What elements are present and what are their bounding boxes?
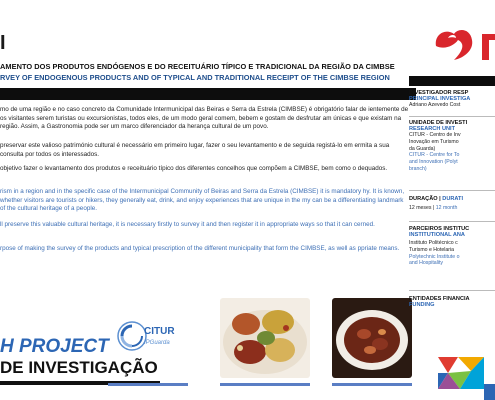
sidebar-duration: DURAÇÃO | DURATI 12 meses | 12 month [409, 196, 463, 211]
food-photo-platter [220, 298, 310, 378]
image-underline-3 [332, 383, 412, 386]
sidebar-partners [409, 226, 495, 267]
unit-en-line-1: CITUR - Centre for To [409, 152, 460, 159]
paragraph-en-1: rism in a region and in the specific case of the Intermunicipal Community of Beiras and Serra da Estrela (CIMBSE) it is mandatory hy. It is known, whether visitors are tourists or hikers, they generally eat, drink, and enjoy experiences that are unique in the my can be a differentiating landmark of the cultural heritage of a people. [0, 188, 405, 213]
partners-heading-en: INSTITUTIONAL ANA [409, 232, 465, 238]
funding-heading-pt: ENTIDADES FINANCIA [409, 296, 470, 302]
unit-pt-line-2: Inovação em Turismo [409, 138, 459, 145]
citur-logo-sub: IPGuarda [144, 340, 170, 346]
project-label-pt: DE INVESTIGAÇÃO [0, 358, 158, 377]
title-rule [0, 88, 416, 100]
duration-heading-pt: DURAÇÃO [409, 196, 438, 202]
title-portuguese: AMENTO DOS PRODUTOS ENDÓGENOS E DO RECEITUÁRIO TÍPICO E TRADICIONAL DA REGIÃO DA CIMBSE [0, 62, 395, 71]
funding-heading-en: FUNDING [409, 302, 435, 308]
duration-heading-en: DURATI [442, 196, 463, 202]
project-label-en: H PROJECT [0, 336, 109, 357]
sidebar-funding [409, 296, 495, 308]
citur-logo-name: CITUR [144, 326, 175, 337]
duration-value-pt: 12 meses [409, 205, 432, 211]
sidebar-divider [409, 221, 495, 222]
partner-en-line-2: and Hospitality [409, 260, 444, 267]
unit-en-line-3: branch) [409, 165, 427, 172]
partner-pt-line-2: Turismo e Hotelaria [409, 246, 455, 253]
partner-en-line-1: Polytechnic Institute o [409, 253, 460, 260]
image-underline-2 [220, 383, 310, 386]
unit-en-line-2: and Innovation (Polyt [409, 159, 458, 166]
paragraph-en-2: ll preserve this valuable cultural heritage, it is necessary firstly to survey it and then register it in appropriate ways so that it can cerned. [0, 221, 375, 228]
food-photo-stew [332, 298, 412, 378]
citur-logo [108, 306, 188, 386]
sidebar-top-bar [409, 76, 495, 86]
partners-heading-pt: PARCEIROS INSTITUC [409, 226, 470, 232]
investigator-heading-en: PRINCIPAL INVESTIGA [409, 96, 471, 102]
paragraph-pt-3: objetivo fazer o levantamento dos produtos e receituário típico dos diferentes concelhos que compõem a CIMBSE, bem como o dequados. [0, 165, 388, 172]
image-underline-1 [108, 383, 188, 386]
investigator-heading-pt: INVESTIGADOR RESP [409, 90, 469, 96]
sidebar-investigator [409, 90, 495, 109]
sidebar-divider [409, 190, 495, 191]
sidebar-unit [409, 120, 495, 173]
paragraph-pt-2: preservar este valioso património cultural é necessário em primeiro lugar, fazer o seu levantamento e de seguida registá-lo em ermita a sua consulta por todos os interessados. [0, 142, 390, 158]
unit-pt-line-3: da Guarda) [409, 145, 436, 152]
investigator-name: Adriano Azevedo Cost [409, 102, 461, 108]
unit-pt-line-1: CITUR - Centro de Inv [409, 132, 461, 138]
unit-heading-en: RESEARCH UNIT [409, 126, 455, 132]
funder-logo [438, 357, 484, 389]
partner-pt-line-1: Instituto Politécnico c [409, 240, 458, 246]
corner-accent [484, 384, 495, 400]
institution-logo [432, 24, 495, 64]
sidebar-divider [409, 116, 495, 117]
sidebar-divider [409, 290, 495, 291]
paragraph-en-3: rpose of making the survey of the products and typical prescription of the different municipality that form the CIMBSE, as well as ppriate means. [0, 245, 400, 252]
duration-value-en: 12 month [435, 205, 458, 211]
paragraph-pt-1: mo de uma região e no caso concreto da Comunidade Intermunicipal das Beiras e Serra da Estrela (CIMBSE) é obrigatório falar de ientemente de os visitantes serem turistas ou excursionistas, todos eles, de um modo geral comem, bebem e gostam de desfrutar am únicas e que existam na região. Assim, a Gastronomia pode ser um marco diferenciador da herança cultural de um povo. [0, 106, 409, 131]
unit-heading-pt: UNIDADE DE INVESTI [409, 120, 468, 126]
top-marker: I [0, 32, 6, 54]
title-english: RVEY OF ENDOGENOUS PRODUCTS AND OF TYPICAL AND TRADITIONAL RECEIPT OF THE CIMBSE REGION [0, 73, 390, 82]
